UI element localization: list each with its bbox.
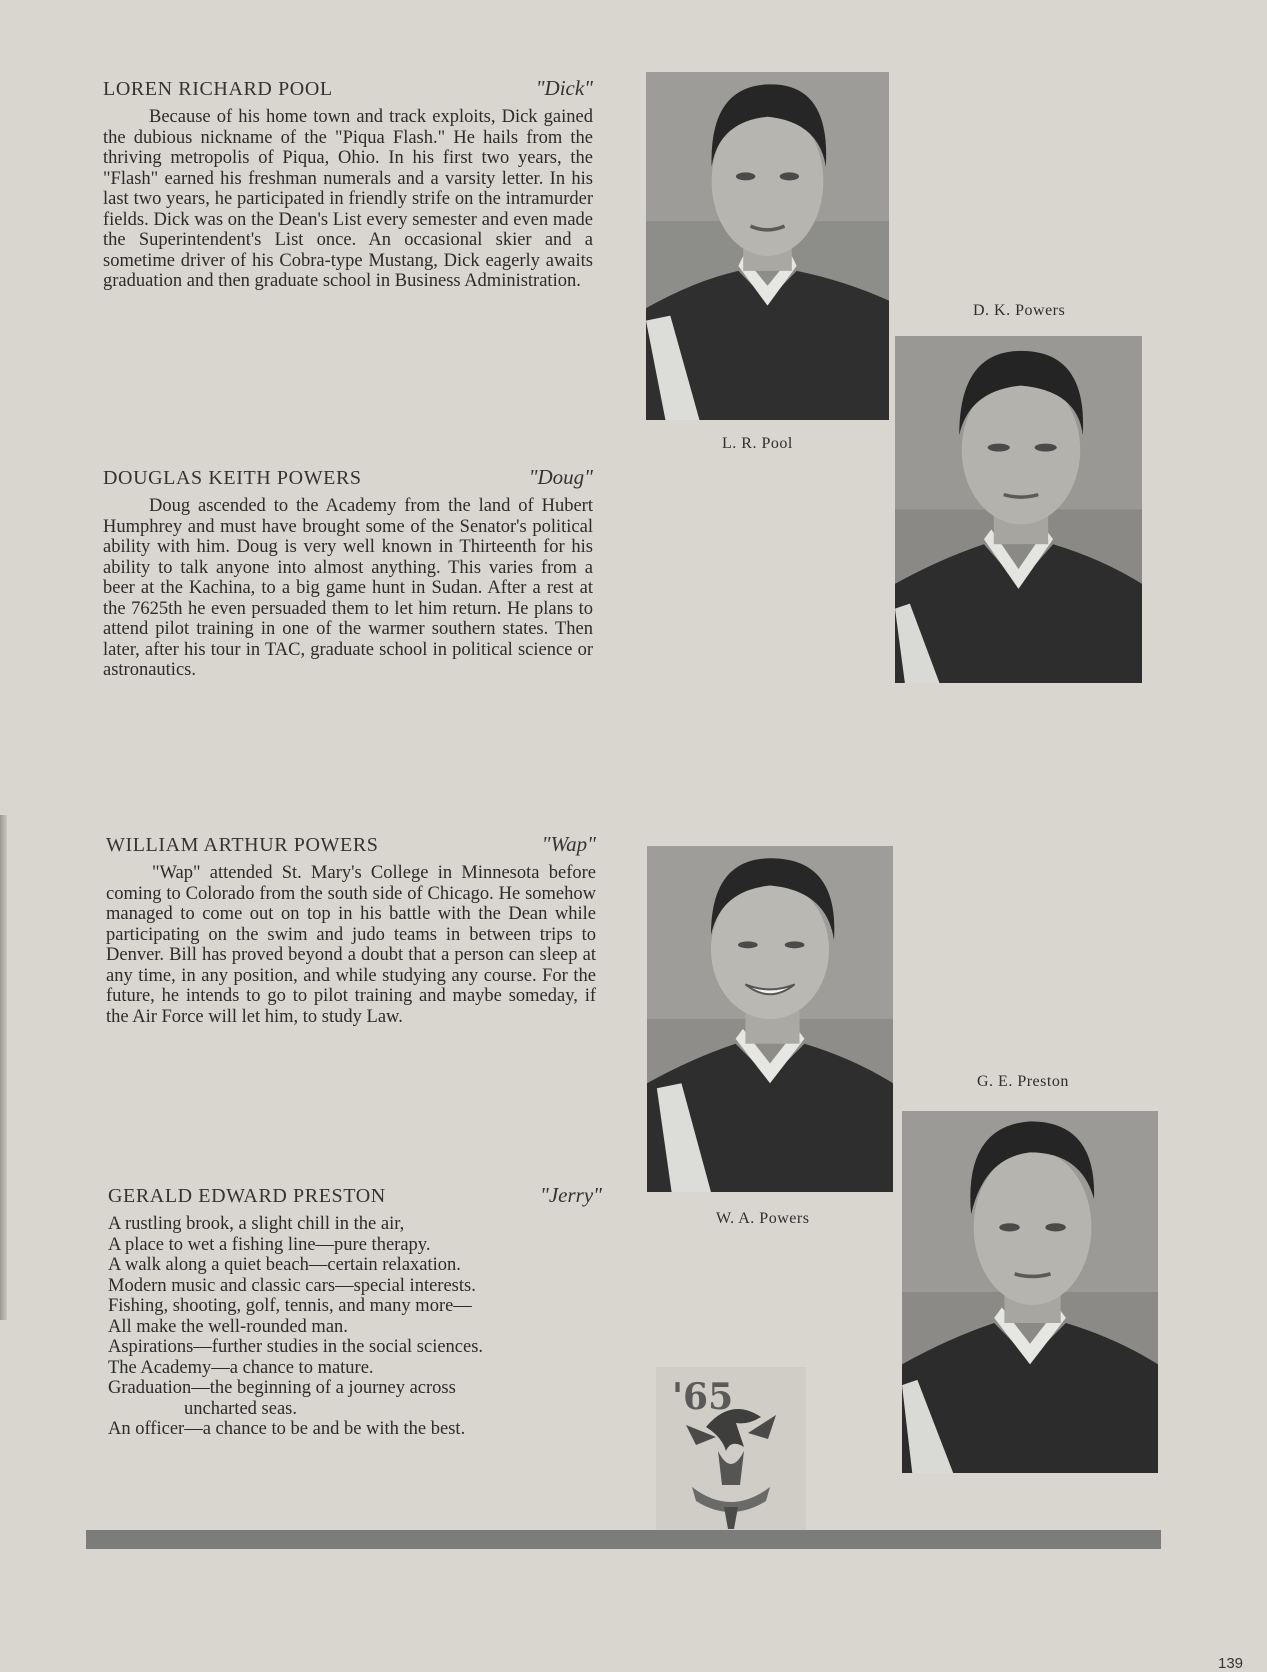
- cadet-name: LOREN RICHARD POOL: [103, 78, 333, 100]
- cadet-poem: [108, 1214, 602, 1440]
- portrait-d-powers: [895, 336, 1142, 683]
- entry-header: [108, 1183, 602, 1208]
- poem-line: All make the well-rounded man.: [108, 1316, 348, 1337]
- poem-line: Fishing, shooting, golf, tennis, and many more—: [108, 1296, 472, 1316]
- caption-d-powers: D. K. Powers: [973, 302, 1066, 319]
- poem-line: Graduation—the beginning of a journey across: [108, 1378, 456, 1398]
- caption-pool: L. R. Pool: [722, 435, 793, 452]
- portrait-preston: [902, 1111, 1158, 1473]
- poem-line: A rustling brook, a slight chill in the air,: [108, 1214, 405, 1234]
- cadet-bio: Because of his home town and track exploits, Dick gained the dubious nickname of the "Piqua Flash." He hails from the thriving metropolis of Piqua, Ohio. In his first two years, the "Flash" earned his freshman numerals and a varsity letter. In his last two years, he participated in friendly strife on the intramurder fields. Dick was on the Dean's List every semester and even made the Superintendent's List once. An occasional skier and a sometime driver of his Cobra-type Mustang, Dick eagerly awaits graduation and then graduate school in Business Administration.: [103, 107, 593, 291]
- class-crest-icon: [656, 1367, 806, 1532]
- cadet-nickname: "Doug": [528, 465, 593, 489]
- poem-line: uncharted seas.: [184, 1398, 298, 1419]
- cadet-nickname: "Jerry": [540, 1183, 602, 1207]
- entry-header: [103, 76, 593, 101]
- poem-line: Modern music and classic cars—special interests.: [108, 1275, 476, 1296]
- poem-line: A walk along a quiet beach—certain relaxation.: [108, 1255, 461, 1275]
- entry-d-powers: [103, 465, 593, 681]
- entry-header: [103, 465, 593, 490]
- entry-preston: [108, 1183, 602, 1440]
- cadet-nickname: "Dick": [535, 76, 593, 100]
- cadet-name: WILLIAM ARTHUR POWERS: [106, 834, 379, 856]
- poem-line: An officer—a chance to be and be with the best.: [108, 1419, 466, 1439]
- entry-w-powers: [106, 832, 596, 1027]
- binding-edge: [0, 815, 7, 1320]
- bottom-rule: [86, 1530, 1161, 1549]
- poem-line: A place to wet a fishing line—pure therapy.: [108, 1234, 431, 1255]
- poem-line: Aspirations—further studies in the social sciences.: [108, 1337, 484, 1357]
- caption-w-powers: W. A. Powers: [716, 1210, 810, 1227]
- cadet-nickname: "Wap": [541, 832, 596, 856]
- cadet-name: GERALD EDWARD PRESTON: [108, 1185, 386, 1207]
- portrait-w-powers: [647, 846, 893, 1192]
- poem-line: The Academy—a chance to mature.: [108, 1357, 374, 1378]
- crest-year: '65: [672, 1376, 734, 1418]
- entry-pool: [103, 76, 593, 292]
- cadet-bio: Doug ascended to the Academy from the land of Hubert Humphrey and must have brought some of the Senator's political ability with him. Doug is very well known in Thirteenth for his ability to talk anyone into almost anything. This varies from a beer at the Kachina, to a big game hunt in Sudan. After a rest at the 7625th he even persuaded them to let him return. He plans to attend pilot training in one of the warmer southern states. Then later, after his tour in TAC, graduate school in political science or astronautics.: [103, 496, 593, 680]
- cadet-name: DOUGLAS KEITH POWERS: [103, 467, 362, 489]
- cadet-bio: "Wap" attended St. Mary's College in Minnesota before coming to Colorado from the south side of Chicago. He somehow managed to come out on top in his battle with the Dean while participating on the swim and judo teams in between trips to Denver. Bill has proved beyond a doubt that a person can sleep at any time, in any position, and while studying any course. For the future, he intends to go to pilot training and maybe someday, if the Air Force will let him, to study Law.: [106, 863, 596, 1027]
- portrait-pool: [646, 72, 889, 420]
- page-number: 139: [1218, 1655, 1244, 1672]
- caption-preston: G. E. Preston: [977, 1073, 1069, 1090]
- entry-header: [106, 832, 596, 857]
